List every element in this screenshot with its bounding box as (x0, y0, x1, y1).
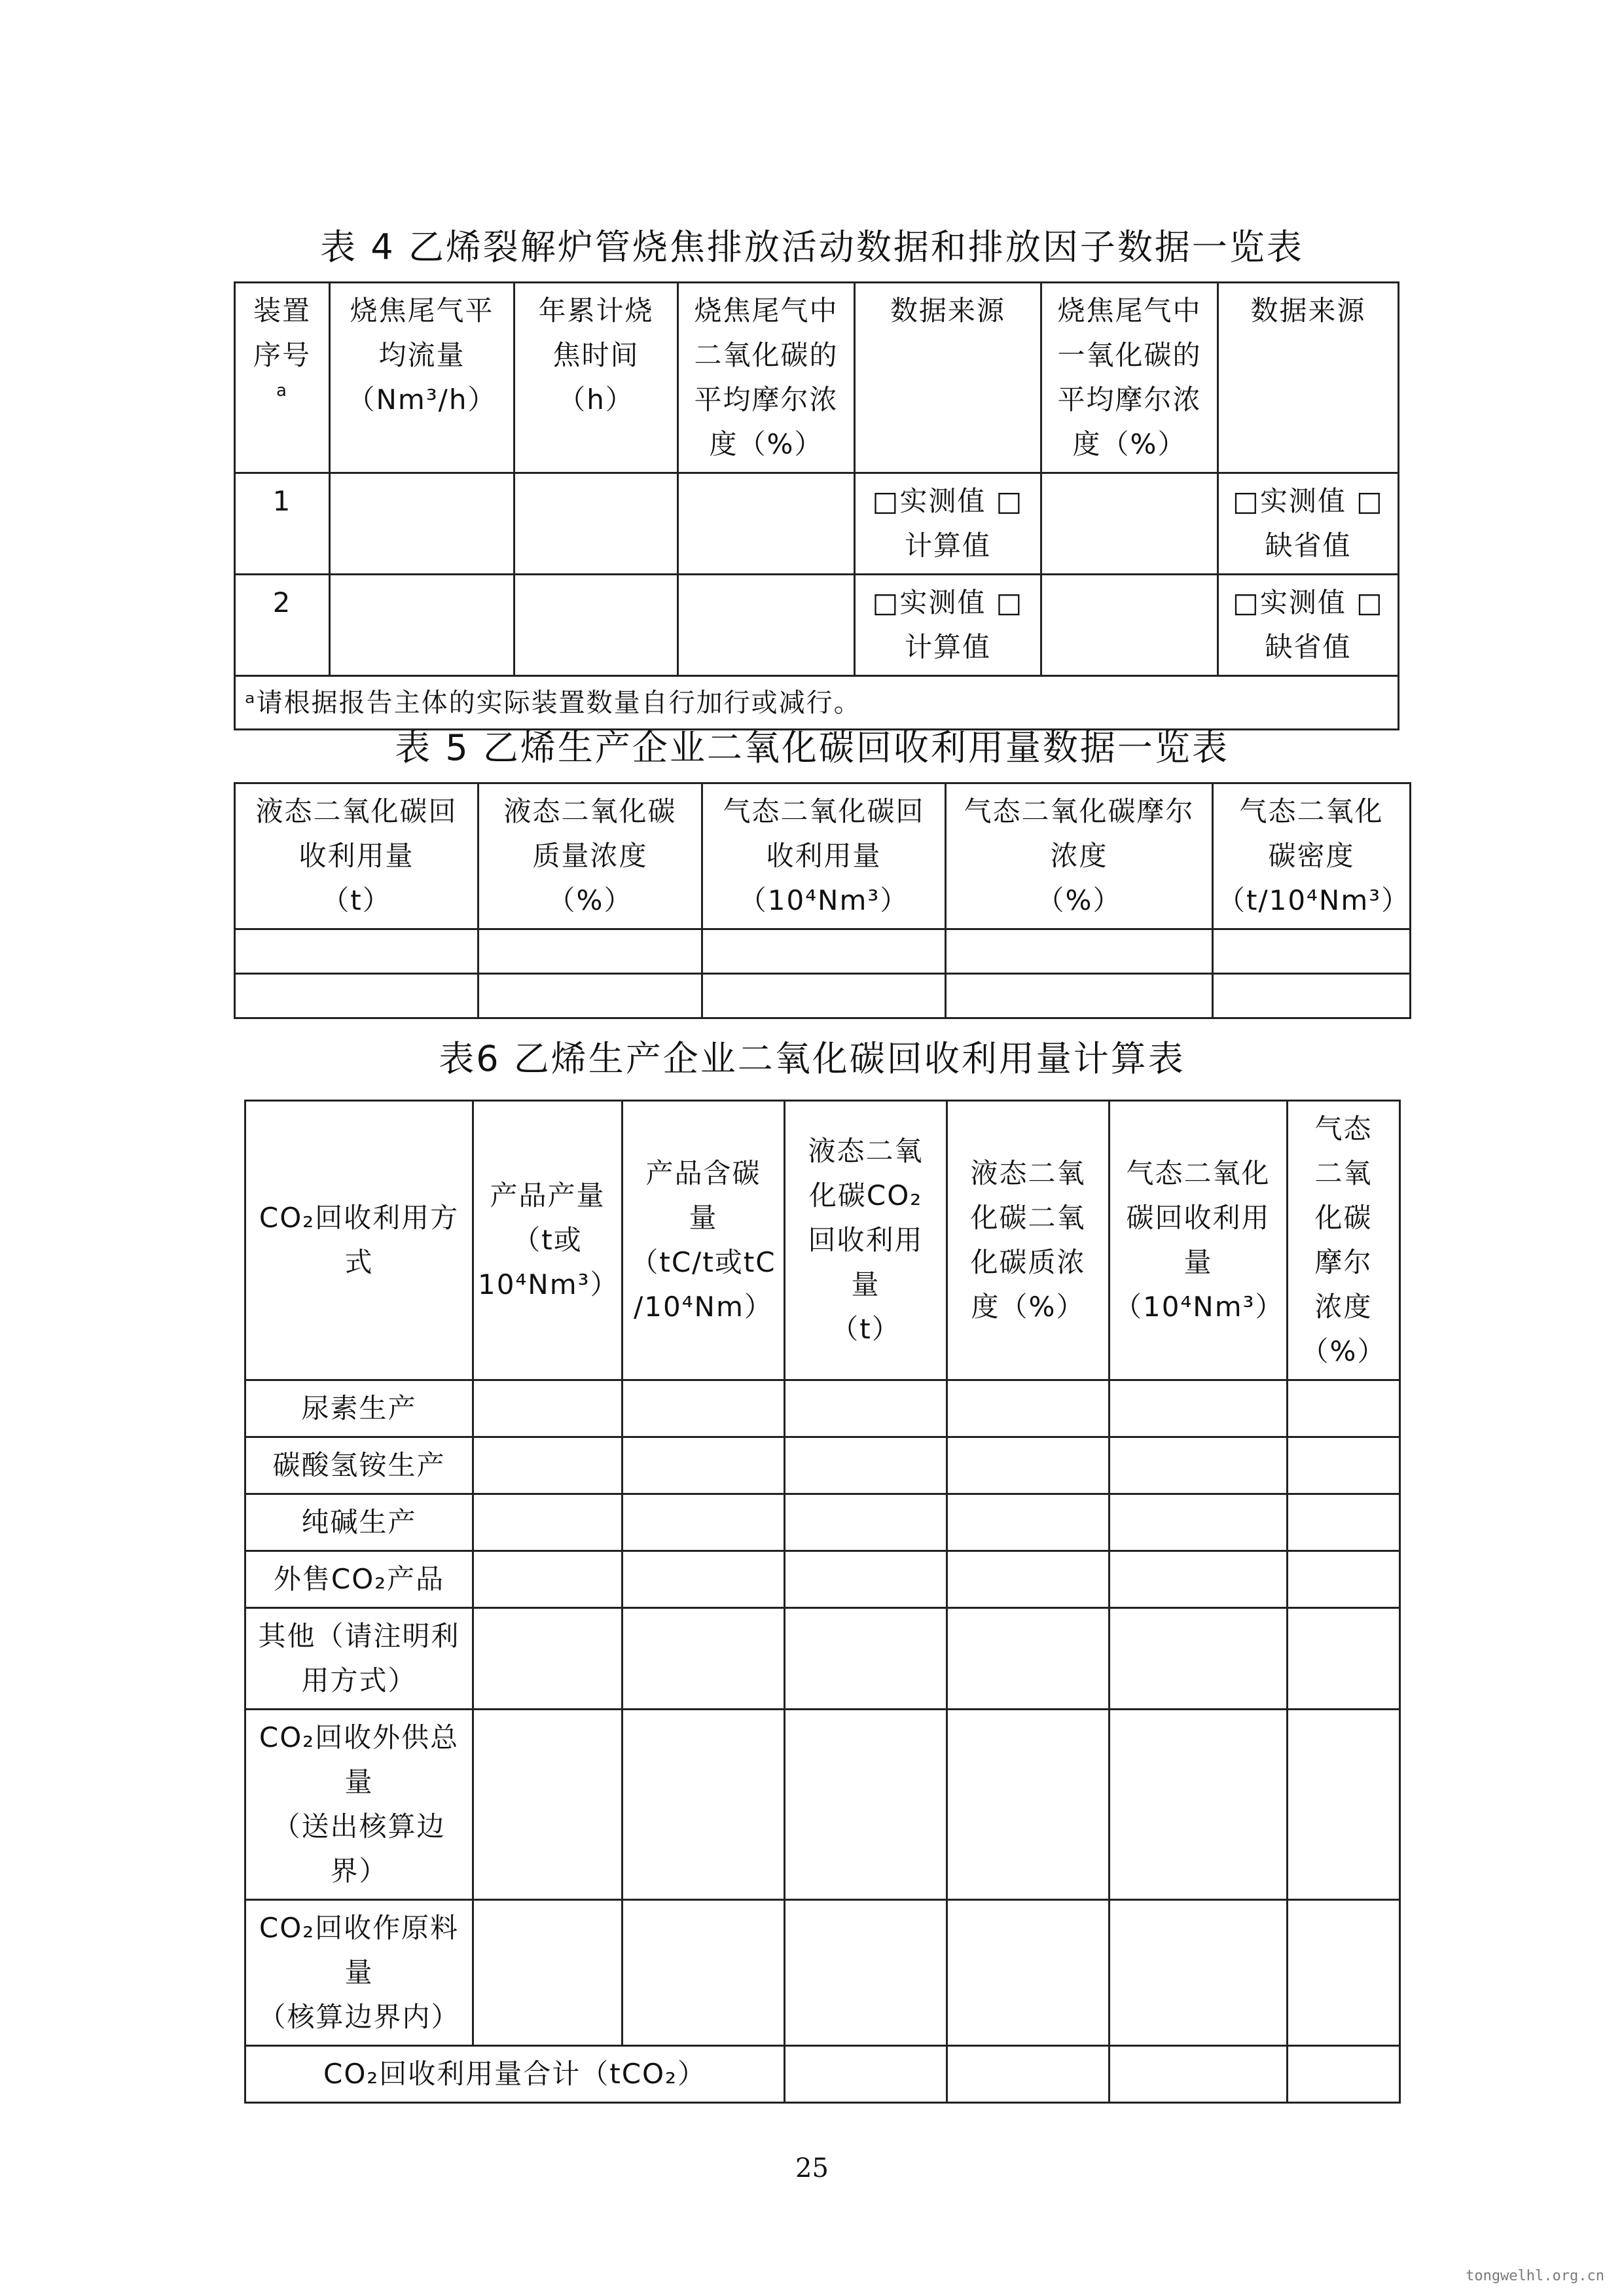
t4-cell (514, 575, 678, 676)
table-row (245, 1551, 1400, 1608)
t6-header-cell: 气态 二氧 化碳 摩尔 浓度 （%） (1288, 1101, 1400, 1380)
t4-header-cell: 数据来源 (1218, 283, 1399, 473)
t6-cell (947, 1551, 1110, 1608)
t6-cell (785, 1494, 947, 1551)
t4-source-cell: □实测值 □ 计算值 (855, 575, 1041, 676)
table-row (245, 1380, 1400, 1437)
t6-cell (947, 1900, 1110, 2046)
t4-header-cell: 年累计烧 焦时间 （h） (514, 283, 678, 473)
t6-cell (473, 1551, 623, 1608)
watermark: tongwelhl.org.cn (1466, 2268, 1604, 2284)
t5-header-cell: 气态二氧化碳回 收利用量 （10⁴Nm³） (702, 783, 946, 929)
t5-cell (478, 974, 702, 1018)
t6-row-label: 碳酸氢铵生产 (245, 1437, 473, 1494)
table6-header-row (245, 1101, 1400, 1380)
t6-cell (1288, 1710, 1400, 1900)
t6-cell (785, 2046, 947, 2103)
t6-cell (623, 1380, 785, 1437)
t6-cell (1110, 1380, 1288, 1437)
t5-cell (235, 974, 478, 1018)
table-row (235, 929, 1411, 974)
table4-header-row (235, 283, 1399, 473)
t4-header-cell: 数据来源 (855, 283, 1041, 473)
table-row (235, 473, 1399, 575)
t6-cell (947, 2046, 1110, 2103)
t6-row-label: CO₂回收外供总 量 （送出核算边 界） (245, 1710, 473, 1900)
t6-row-label: 纯碱生产 (245, 1494, 473, 1551)
table4-footnote: ᵃ请根据报告主体的实际装置数量自行加行或减行。 (235, 676, 1399, 730)
t6-total-label: CO₂回收利用量合计（tCO₂） (245, 2046, 785, 2103)
table5 (234, 782, 1411, 1019)
t4-row-number: 2 (235, 575, 330, 676)
t6-cell (623, 1437, 785, 1494)
t5-cell (235, 929, 478, 974)
t6-cell (785, 1900, 947, 2046)
t6-cell (473, 1900, 623, 2046)
t5-cell (702, 974, 946, 1018)
table-row (235, 575, 1399, 676)
t4-header-cell: 装置 序号 a (235, 283, 330, 473)
t6-header-cell: 气态二氧化 碳回收利用 量 （10⁴Nm³） (1110, 1101, 1288, 1380)
t6-header-cell: 液态二氧 化碳CO₂ 回收利用 量 （t） (785, 1101, 947, 1380)
table-row (245, 1710, 1400, 1900)
table5-header-row (235, 783, 1411, 929)
t5-cell (946, 974, 1213, 1018)
table-row (245, 1608, 1400, 1710)
t6-row-label: 其他（请注明利 用方式） (245, 1608, 473, 1710)
t4-source-cell: □实测值 □ 缺省值 (1218, 575, 1399, 676)
table6-caption: 表6 乙烯生产企业二氧化碳回收利用量计算表 (439, 1038, 1185, 1079)
table4 (234, 281, 1399, 730)
t6-cell (473, 1710, 623, 1900)
table6 (244, 1100, 1401, 2104)
t4-source-cell: □实测值 □ 缺省值 (1218, 473, 1399, 575)
t4-source-cell: □实测值 □ 计算值 (855, 473, 1041, 575)
t6-cell (1110, 1551, 1288, 1608)
t6-cell (947, 1710, 1110, 1900)
table5-caption: 表 5 乙烯生产企业二氧化碳回收利用量数据一览表 (395, 727, 1229, 768)
t6-cell (473, 1380, 623, 1437)
t6-cell (1110, 1494, 1288, 1551)
t4-cell (514, 473, 678, 575)
t4-cell (678, 575, 855, 676)
t6-cell (785, 1380, 947, 1437)
t6-cell (473, 1608, 623, 1710)
t6-cell (947, 1437, 1110, 1494)
t6-cell (473, 1494, 623, 1551)
t6-row-label: 外售CO₂产品 (245, 1551, 473, 1608)
t4-header-cell: 烧焦尾气中 一氧化碳的 平均摩尔浓 度（%） (1041, 283, 1218, 473)
t6-cell (785, 1608, 947, 1710)
t6-cell (1110, 1608, 1288, 1710)
t4-cell (330, 575, 514, 676)
t6-cell (785, 1710, 947, 1900)
t4-header-cell: 烧焦尾气中 二氧化碳的 平均摩尔浓 度（%） (678, 283, 855, 473)
t4-cell (330, 473, 514, 575)
t6-cell (1288, 1494, 1400, 1551)
t6-cell (947, 1494, 1110, 1551)
t6-cell (1110, 1437, 1288, 1494)
table4-caption: 表 4 乙烯裂解炉管烧焦排放活动数据和排放因子数据一览表 (320, 226, 1304, 268)
t6-row-label: CO₂回收作原料 量 （核算边界内） (245, 1900, 473, 2046)
t6-cell (1288, 1380, 1400, 1437)
t5-cell (1213, 974, 1411, 1018)
t6-cell (1288, 1437, 1400, 1494)
t4-cell (678, 473, 855, 575)
t6-cell (947, 1380, 1110, 1437)
t5-cell (478, 929, 702, 974)
t6-cell (1110, 1710, 1288, 1900)
t5-header-cell: 液态二氧化碳 质量浓度 （%） (478, 783, 702, 929)
t6-cell (1288, 1551, 1400, 1608)
t6-row-label: 尿素生产 (245, 1380, 473, 1437)
t6-cell (623, 1710, 785, 1900)
t6-cell (1110, 2046, 1288, 2103)
t6-header-cell: 产品含碳 量 （tC/t或tC /10⁴Nm） (623, 1101, 785, 1380)
t6-cell (623, 1494, 785, 1551)
t6-cell (623, 1551, 785, 1608)
table6-total-row (245, 2046, 1400, 2103)
t5-header-cell: 气态二氧化碳摩尔 浓度 （%） (946, 783, 1213, 929)
t6-cell (1110, 1900, 1288, 2046)
t6-header-cell: 产品产量 （t或 10⁴Nm³） (473, 1101, 623, 1380)
t6-cell (947, 1608, 1110, 1710)
page-number: 25 (795, 2153, 829, 2183)
t5-cell (946, 929, 1213, 974)
t4-header-cell: 烧焦尾气平 均流量 （Nm³/h） (330, 283, 514, 473)
t5-cell (1213, 929, 1411, 974)
t6-cell (1288, 2046, 1400, 2103)
t4-cell (1041, 575, 1218, 676)
t6-cell (473, 1437, 623, 1494)
table-row (235, 974, 1411, 1018)
t6-header-cell: 液态二氧 化碳二氧 化碳质浓 度（%） (947, 1101, 1110, 1380)
t5-cell (702, 929, 946, 974)
t4-cell (1041, 473, 1218, 575)
t6-cell (1288, 1900, 1400, 2046)
t6-cell (623, 1608, 785, 1710)
t6-header-cell: CO₂回收利用方 式 (245, 1101, 473, 1380)
t6-cell (785, 1551, 947, 1608)
t5-header-cell: 气态二氧化 碳密度 （t/10⁴Nm³） (1213, 783, 1411, 929)
t6-cell (785, 1437, 947, 1494)
table-row (245, 1900, 1400, 2046)
t5-header-cell: 液态二氧化碳回 收利用量 （t） (235, 783, 478, 929)
table-row (245, 1437, 1400, 1494)
table-row (245, 1494, 1400, 1551)
t6-cell (1288, 1608, 1400, 1710)
t6-cell (623, 1900, 785, 2046)
t4-row-number: 1 (235, 473, 330, 575)
